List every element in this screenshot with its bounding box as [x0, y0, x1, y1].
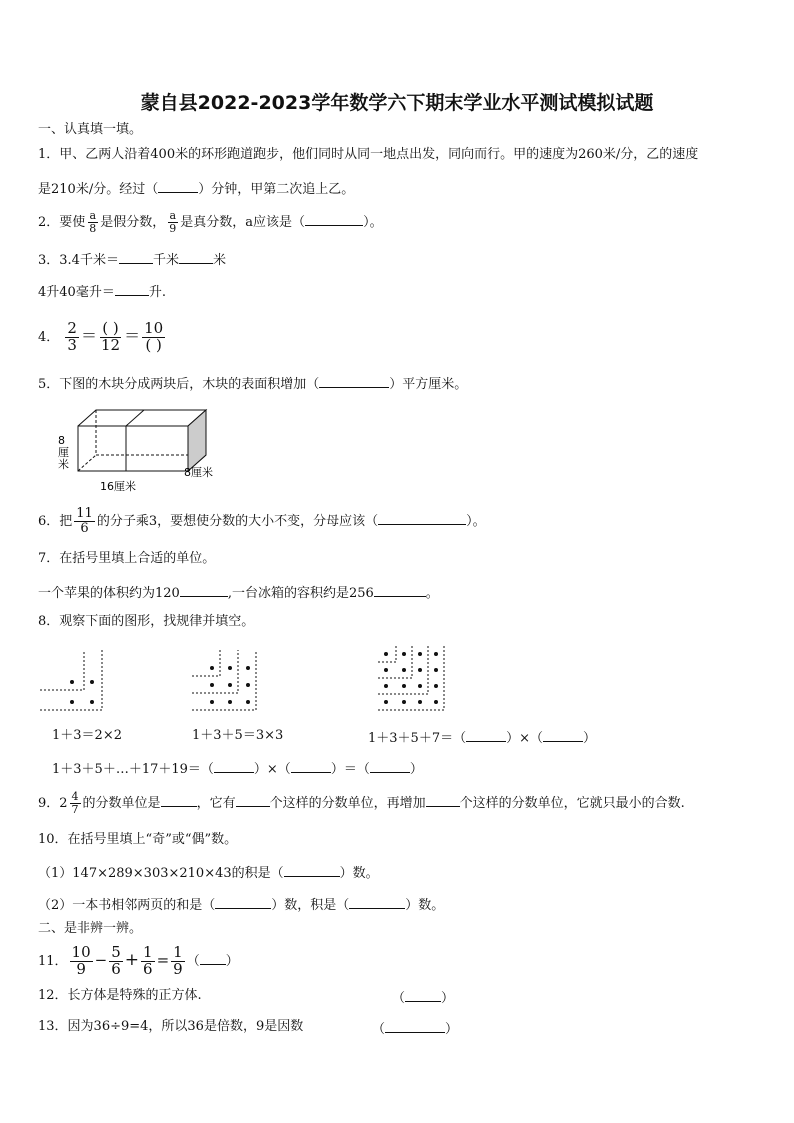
minus-sign: −	[94, 951, 108, 969]
numerator: 5	[111, 943, 121, 962]
question-5-text-a: 5．下图的木块分成两块后，木块的表面积增加（	[38, 377, 320, 392]
height-label-li: 厘	[58, 446, 69, 459]
question-10-text-e: ）数。	[405, 898, 445, 913]
question-3-line-1	[38, 249, 226, 270]
answer-blank[interactable]	[349, 894, 405, 909]
question-9-text-e: 个这样的分数单位，它就只最小的合数.	[459, 796, 685, 811]
paren-open: （	[392, 991, 406, 1006]
pattern-equation-4	[52, 758, 423, 779]
answer-blank[interactable]	[426, 792, 460, 807]
fraction-blank-over-12[interactable]	[99, 321, 122, 354]
height-label-mi: 米	[58, 458, 69, 471]
question-10-line-1: 10．在括号里填上“奇”或“偶”数。	[38, 832, 238, 847]
answer-blank[interactable]	[378, 510, 466, 525]
equals-sign: ＝	[80, 326, 97, 345]
paren-close: ）	[441, 991, 455, 1006]
denominator: 6	[111, 960, 121, 978]
question-13-answer	[372, 1018, 458, 1039]
denominator: 8	[89, 222, 97, 235]
answer-blank[interactable]	[319, 373, 389, 388]
question-5	[38, 373, 467, 394]
numerator: 1	[173, 943, 183, 962]
question-3-line-2	[38, 281, 166, 302]
numerator: 4	[71, 790, 79, 804]
numerator: a	[89, 209, 97, 223]
answer-blank[interactable]	[374, 582, 426, 597]
numerator: a	[169, 209, 177, 223]
answer-blank[interactable]	[119, 249, 153, 264]
eq3-text-c: ）	[583, 731, 597, 746]
question-1-line-1: 1．甲、乙两人沿着400米的环形跑道跑步，他们同时从同一地点出发，同向而行。甲的速度为260米/分，乙的速度	[38, 147, 699, 162]
answer-blank[interactable]	[405, 987, 441, 1002]
question-3-text-c: 米	[212, 253, 226, 268]
question-7-text-c: 。	[425, 586, 439, 601]
answer-blank[interactable]	[215, 894, 271, 909]
question-10-text-a: （1）147×289×303×210×43的积是（	[38, 866, 284, 881]
plus-sign: +	[124, 950, 140, 970]
question-5-text-b: ）平方厘米。	[389, 377, 468, 392]
fraction-5-over-6	[109, 945, 123, 978]
question-2	[38, 206, 383, 240]
answer-blank[interactable]	[543, 727, 583, 742]
question-1-text-b: ）分钟，甲第二次追上乙。	[198, 182, 355, 197]
question-6-text-b: 的分子乘3，要想使分数的大小不变，分母应该（	[96, 514, 379, 529]
hidden-edges	[78, 410, 206, 471]
numerator: 11	[76, 506, 93, 522]
denominator[interactable]: ( )	[145, 336, 162, 354]
paren-close: ）	[445, 1022, 459, 1037]
denominator: 6	[80, 521, 89, 536]
numerator: 2	[67, 319, 77, 338]
paren-close: ）	[225, 954, 239, 969]
question-2-text-a: 2．要使	[38, 215, 86, 230]
question-9-text-c: ，它有	[196, 796, 236, 811]
answer-blank[interactable]	[214, 758, 254, 773]
denominator: 9	[76, 960, 86, 978]
answer-blank[interactable]	[161, 792, 197, 807]
question-9-text-d: 个这样的分数单位，再增加	[269, 796, 426, 811]
width-label: 16厘米	[100, 480, 136, 493]
question-12-answer	[392, 987, 454, 1008]
eq4-text-d: ）	[409, 762, 423, 777]
fraction-4-over-7	[70, 791, 81, 815]
question-11-label: 11．	[38, 954, 68, 969]
fraction-2-over-3	[65, 321, 79, 354]
question-7-line-1: 7．在括号里填上合适的单位。	[38, 551, 216, 566]
height-label-8: 8	[58, 434, 65, 447]
answer-blank[interactable]	[158, 178, 198, 193]
question-12: 12．长方体是特殊的正方体.	[38, 988, 202, 1003]
denominator: 6	[143, 960, 153, 978]
numerator: 10	[71, 943, 91, 962]
denominator: 7	[71, 803, 79, 816]
fraction-a-over-8	[87, 210, 98, 234]
pattern-equation-3	[368, 727, 596, 748]
question-9	[38, 787, 685, 821]
question-7-text-b: ,一台冰箱的容积约是256	[227, 586, 374, 601]
question-1-line-2	[38, 178, 354, 199]
question-3-text-d: 4升40毫升＝	[38, 285, 115, 300]
question-7-text-a: 一个苹果的体积约为120	[38, 586, 180, 601]
eq4-text-b: ）×（	[253, 762, 291, 777]
answer-blank[interactable]	[370, 758, 410, 773]
denominator: 9	[173, 960, 183, 978]
pattern-equation-2: 1＋3＋5＝3×3	[192, 728, 284, 743]
equals-sign: ＝	[124, 326, 141, 345]
answer-blank[interactable]	[284, 862, 340, 877]
answer-blank[interactable]	[236, 792, 270, 807]
cuboid-figure	[50, 404, 230, 496]
question-10-text-d: ）数，积是（	[271, 898, 350, 913]
eq3-text-a: 1＋3＋5＋7＝（	[368, 731, 467, 746]
eq4-text-a: 1＋3＋5＋…＋17＋19＝（	[52, 762, 214, 777]
question-9-text-a: 9．2	[38, 796, 68, 811]
page-title: 蒙自县2022-2023学年数学六下期末学业水平测试模拟试题	[140, 92, 654, 114]
equals-sign: =	[156, 951, 170, 969]
cuboid-front-face	[78, 426, 188, 471]
question-9-text-b: 的分数单位是	[82, 796, 161, 811]
cut-line-top	[126, 410, 144, 426]
fraction-1-over-9	[171, 945, 185, 978]
answer-blank[interactable]	[291, 758, 331, 773]
dot-pattern-2x2	[38, 646, 108, 716]
question-2-text-c: 是真分数，a应该是（	[180, 215, 306, 230]
fraction-a-over-9	[167, 210, 178, 234]
dot-pattern-3x3	[190, 646, 260, 716]
question-6	[38, 505, 486, 539]
numerator: 1	[143, 943, 153, 962]
fraction-1-over-6	[141, 945, 155, 978]
question-13: 13．因为36÷9=4，所以36是倍数，9是因数	[38, 1019, 304, 1034]
paren-open: （	[186, 954, 200, 969]
denominator: 9	[169, 222, 177, 235]
question-10-text-c: （2）一本书相邻两页的和是（	[38, 898, 216, 913]
question-3-text-b: 千米	[152, 253, 179, 268]
question-6-text-a: 6．把	[38, 514, 73, 529]
question-10-line-3	[38, 894, 444, 915]
answer-blank[interactable]	[180, 582, 228, 597]
fraction-10-over-blank[interactable]	[142, 321, 165, 354]
question-10-line-2	[38, 862, 379, 883]
question-1-text-a: 是210米/分。经过（	[38, 182, 159, 197]
answer-blank[interactable]	[179, 249, 213, 264]
question-4	[38, 316, 167, 358]
question-6-text-c: ）。	[466, 514, 486, 529]
pattern-equation-1: 1＋3＝2×2	[52, 728, 122, 743]
question-2-text-b: 是假分数，	[100, 215, 166, 230]
answer-blank[interactable]	[466, 727, 506, 742]
answer-blank[interactable]	[305, 211, 363, 226]
eq3-text-b: ）×（	[506, 731, 543, 746]
shaded-side-face	[188, 410, 206, 471]
fraction-10-over-9	[70, 945, 93, 978]
question-3-text-a: 3．3.4千米＝	[38, 253, 119, 268]
question-4-label: 4．	[38, 330, 60, 345]
question-3-text-e: 升.	[148, 285, 166, 300]
eq4-text-c: ）＝（	[330, 762, 370, 777]
question-7-line-2	[38, 582, 439, 603]
answer-blank[interactable]	[200, 950, 226, 965]
numerator[interactable]: ( )	[102, 319, 119, 338]
denominator: 12	[100, 336, 121, 354]
depth-label: 8厘米	[184, 466, 213, 479]
fraction-11-over-6	[74, 507, 95, 535]
question-11	[38, 940, 239, 982]
question-2-text-d: ）。	[363, 215, 383, 230]
answer-blank[interactable]	[115, 281, 149, 296]
answer-blank[interactable]	[385, 1018, 445, 1033]
numerator: 10	[144, 319, 164, 338]
section-heading-1: 一、认真填一填。	[38, 122, 143, 137]
question-8-line-1: 8．观察下面的图形，找规律并填空。	[38, 614, 255, 629]
denominator: 3	[67, 336, 77, 354]
section-heading-2: 二、是非辨一辨。	[38, 921, 143, 936]
dot-pattern-4x4	[376, 640, 446, 716]
question-10-text-b: ）数。	[339, 866, 379, 881]
paren-open: （	[372, 1022, 386, 1037]
